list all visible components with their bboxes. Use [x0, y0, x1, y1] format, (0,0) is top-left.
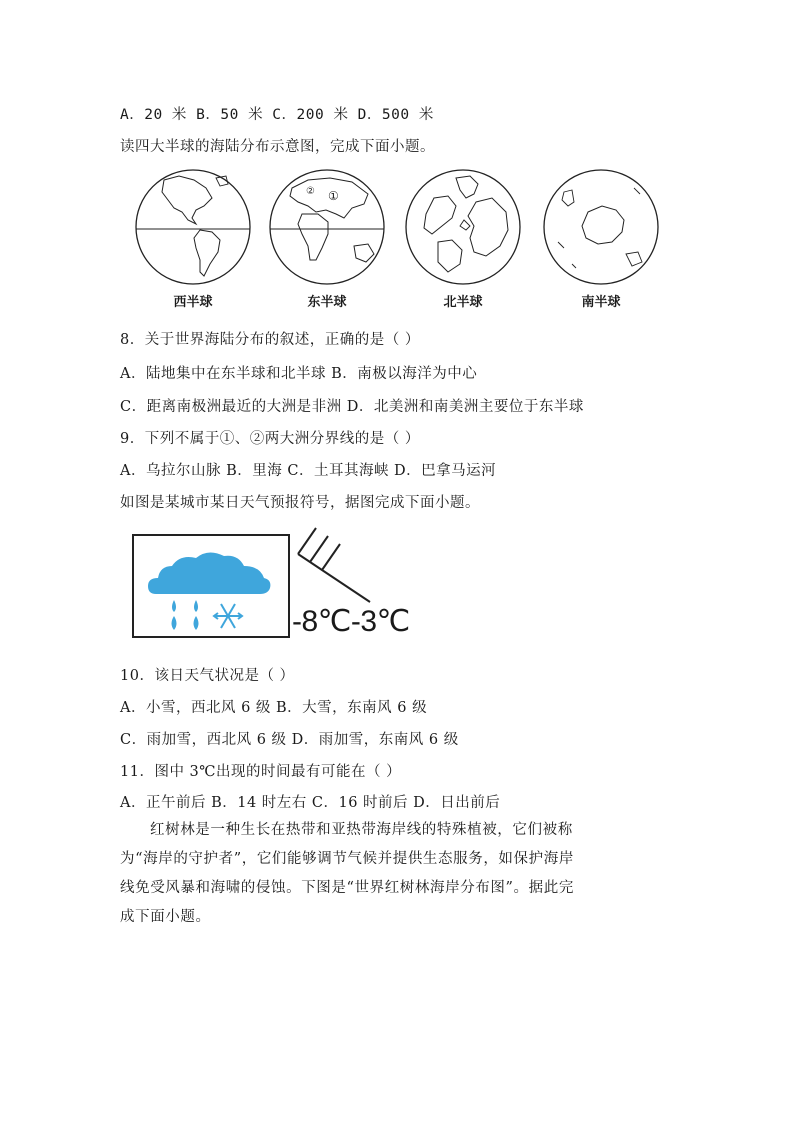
q10-options-cd: C．雨加雪，西北风 6 级 D．雨加雪，东南风 6 级 — [120, 732, 459, 748]
mangrove-line-2: 为“海岸的守护者”，它们能够调节气候并提供生态服务，如保护海岸 — [120, 851, 574, 867]
east-hemisphere-globe-icon — [268, 168, 386, 286]
q11-options: A．正午前后 B．14 时左右 C．16 时前后 D．日出前后 — [120, 795, 501, 811]
snowflake-icon — [214, 604, 242, 628]
weather-box — [132, 534, 290, 638]
q8-options-cd: C．距离南极洲最近的大洲是非洲 D．北美洲和南美洲主要位于东半球 — [120, 399, 584, 415]
west-hemisphere-globe-icon — [134, 168, 252, 286]
south-hemisphere — [540, 168, 662, 310]
q10-stem: 10．该日天气状况是（ ） — [120, 668, 295, 684]
west-hemisphere — [132, 168, 254, 310]
north-hemisphere — [402, 168, 524, 310]
q8-options-ab: A．陆地集中在东半球和北半球 B．南极以海洋为中心 — [120, 366, 478, 382]
marker-2: ② — [306, 186, 315, 197]
weather-symbol-figure — [132, 524, 432, 642]
q11-stem: 11．图中 3℃出现的时间最有可能在（ ） — [120, 764, 402, 780]
east-hemisphere — [266, 168, 388, 310]
intro-hemispheres: 读四大半球的海陆分布示意图，完成下面小题。 — [120, 139, 435, 155]
mangrove-paragraph — [120, 816, 620, 932]
east-hemisphere-label: 东半球 — [307, 295, 347, 310]
mangrove-line-1: 红树林是一种生长在热带和亚热带海岸线的特殊植被，它们被称 — [150, 822, 573, 838]
q10-options-ab: A．小雪，西北风 6 级 B．大雪，东南风 6 级 — [120, 700, 428, 716]
sleet-icon — [134, 536, 288, 636]
q9-options: A．乌拉尔山脉 B．里海 C．土耳其海峡 D．巴拿马运河 — [120, 463, 497, 479]
mangrove-line-3: 线免受风暴和海啸的侵蚀。下图是“世界红树林海岸分布图”。据此完 — [120, 880, 574, 896]
hemispheres-figure — [132, 168, 672, 318]
marker-1: ① — [328, 189, 339, 203]
south-hemisphere-label: 南半球 — [581, 295, 621, 310]
intro-weather: 如图是某城市某日天气预报符号，据图完成下面小题。 — [120, 495, 480, 511]
mangrove-line-4: 成下面小题。 — [120, 909, 211, 925]
q9-stem: 9．下列不属于①、②两大洲分界线的是（ ） — [120, 431, 420, 447]
north-hemisphere-globe-icon — [404, 168, 522, 286]
north-hemisphere-label: 北半球 — [443, 295, 483, 310]
wind-barb-icon — [290, 524, 400, 604]
west-hemisphere-label: 西半球 — [173, 295, 213, 310]
temperature-range: -8℃-3℃ — [292, 605, 410, 638]
south-hemisphere-globe-icon — [542, 168, 660, 286]
q8-stem: 8．关于世界海陆分布的叙述，正确的是（ ） — [120, 332, 420, 348]
q7-options: A．20 米 B．50 米 C．200 米 D．500 米 — [120, 107, 434, 123]
